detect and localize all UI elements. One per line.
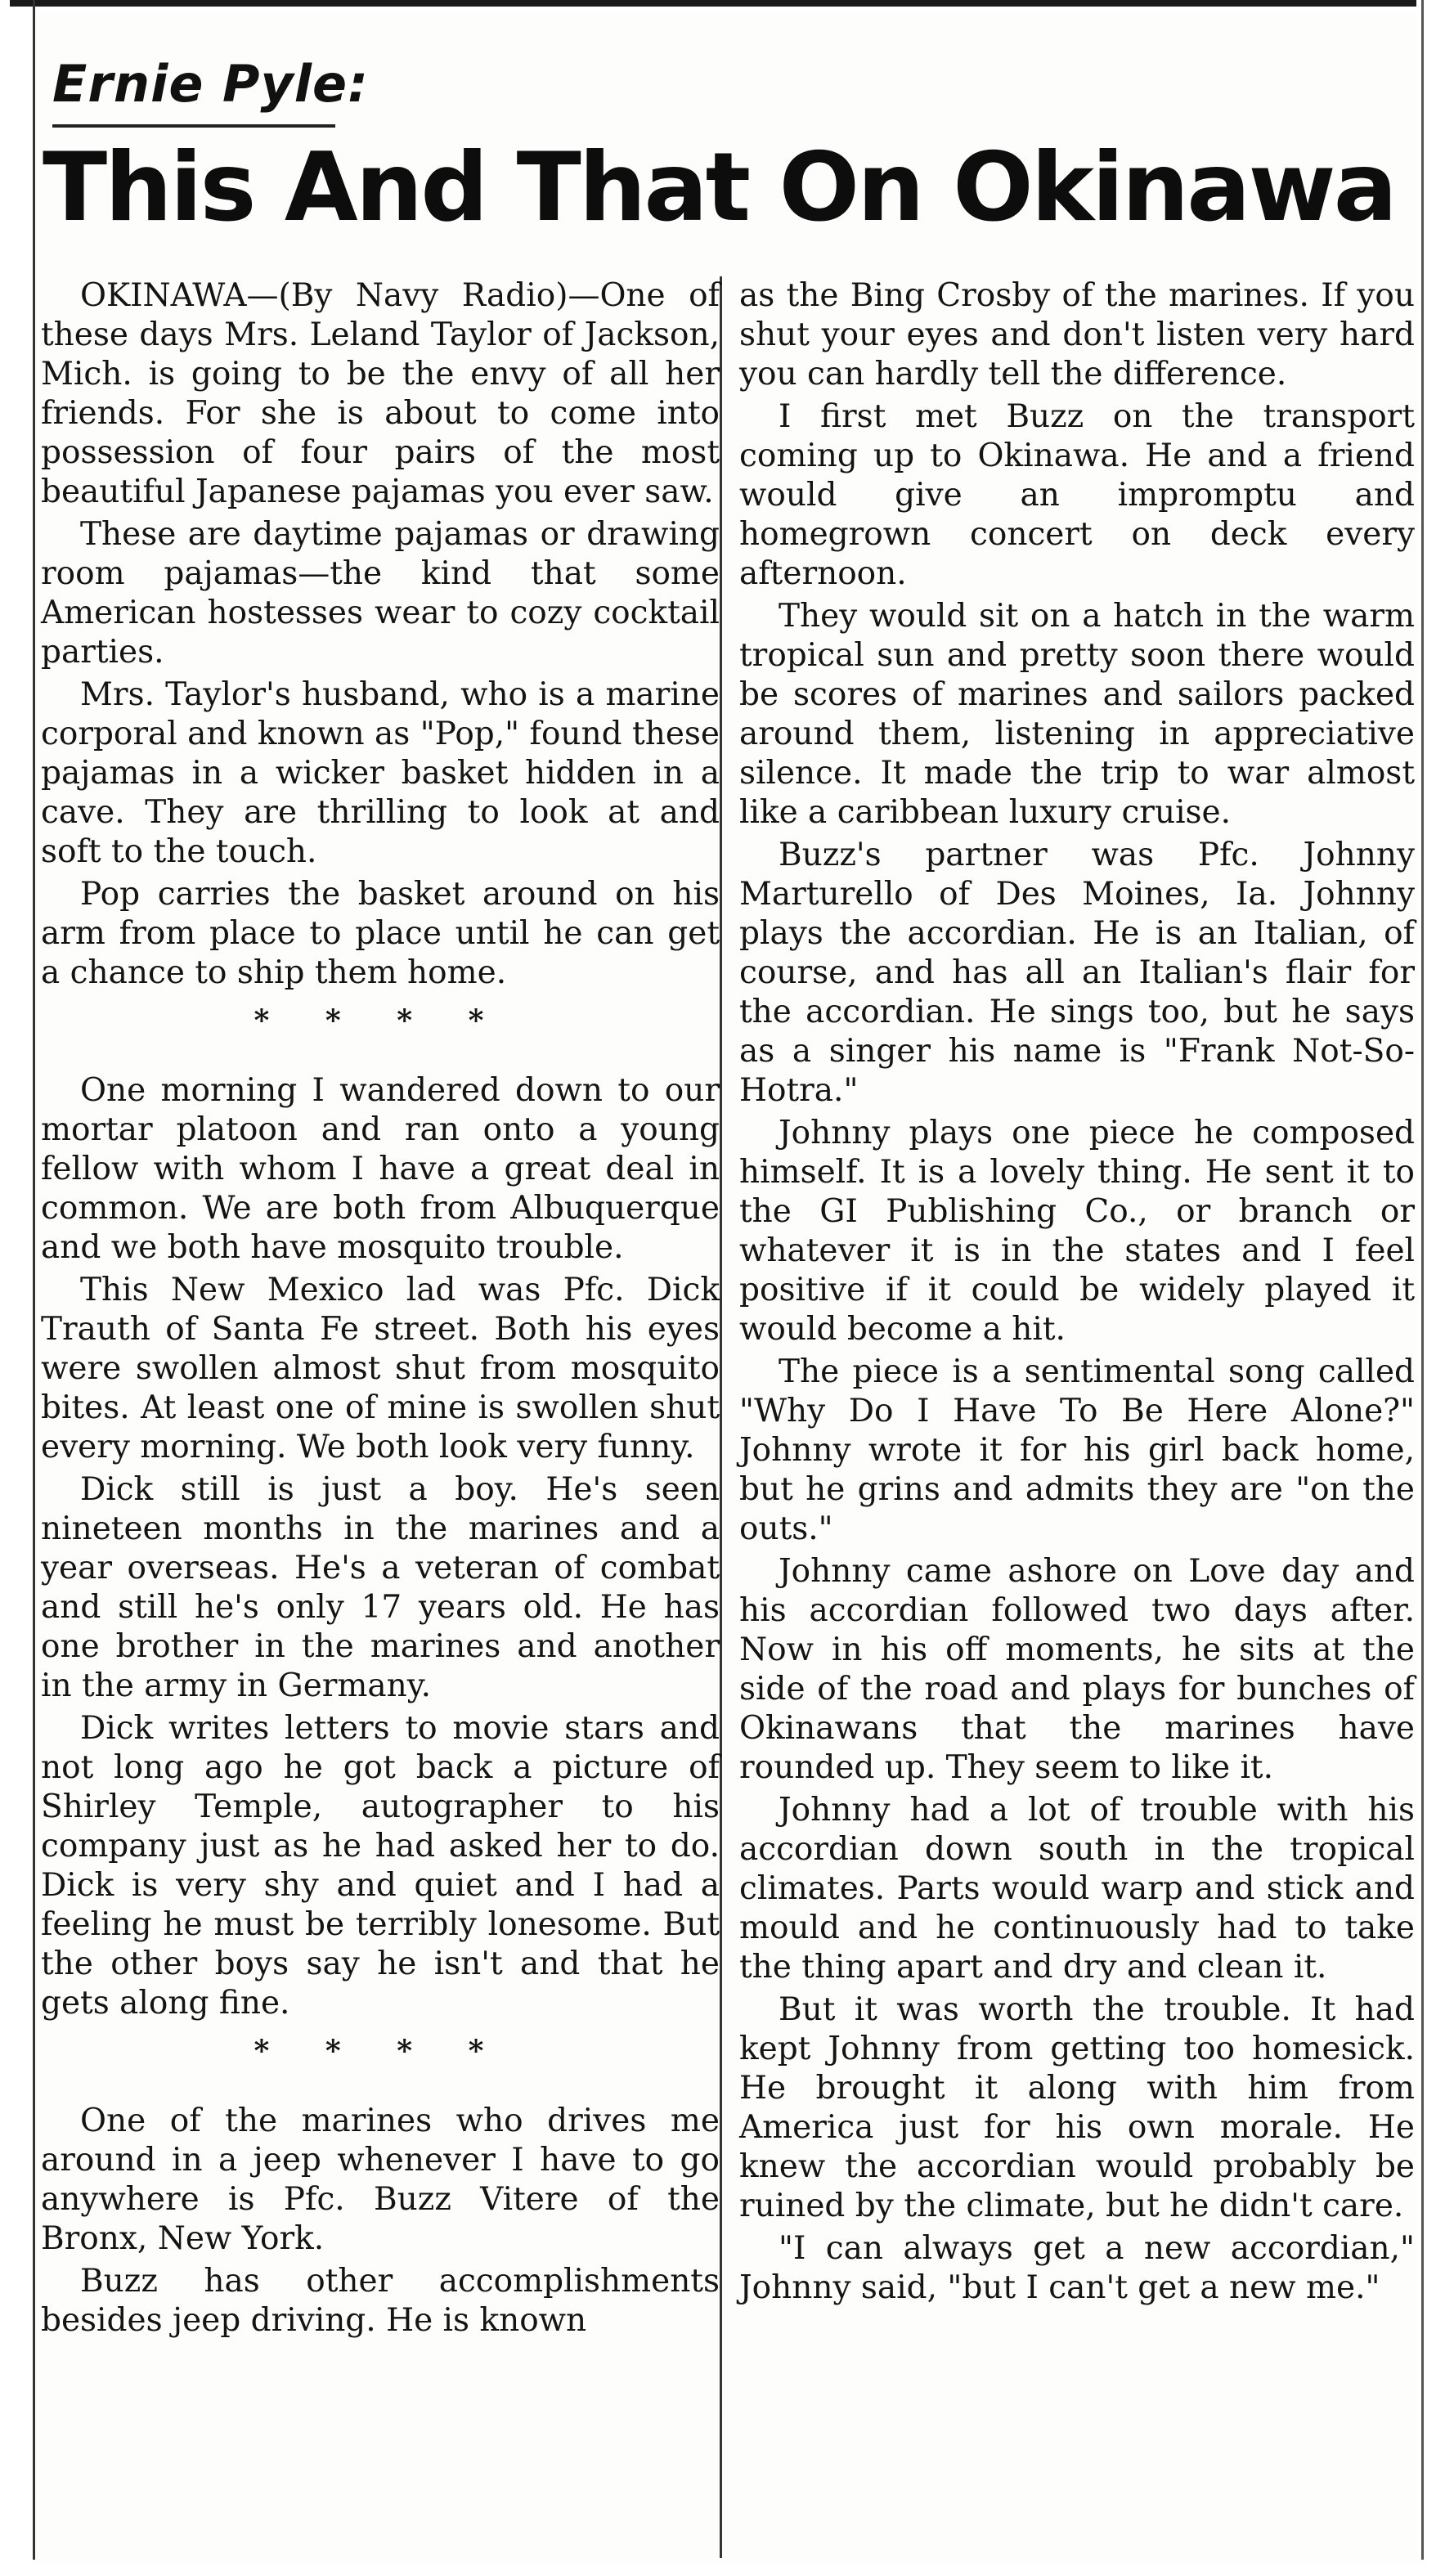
paragraph: One of the marines who drives me around in a jeep whenever I have to go anywhere is Pfc. Buzz Vitere of the Bronx, New York. — [41, 2103, 720, 2257]
paragraph-continued: as the Bing Crosby of the marines. If you shut your eyes and don't listen very hard you can hardly tell the difference. — [739, 277, 1415, 393]
section-break: * * * * — [254, 1003, 507, 1038]
paragraph: They would sit on a hatch in the warm tropical sun and pretty soon there would be scores of marines and sailors packed around them, listening in appreciative silence. It made the trip to war almost like a caribbean luxury cruise. — [739, 598, 1415, 831]
paragraph: I first met Buzz on the transport coming up to Okinawa. He and a friend would give an impromptu and homegrown concert on deck every afternoon. — [739, 398, 1415, 592]
paragraph: Dick still is just a boy. He's seen nineteen months in the marines and a year overseas. He's a veteran of combat and still he's only 17 years old. He has one brother in the marines and another in the army in Germany. — [41, 1471, 720, 1704]
right-column — [739, 276, 1415, 2311]
paragraph: Johnny had a lot of trouble with his accordian down south in the tropical climates. Parts would warp and stick and mould and he continuously had to take the thing apart and dry and clean it. — [739, 1792, 1415, 1986]
paragraph: "I can always get a new accordian," Johnny said, "but I can't get a new me." — [739, 2230, 1415, 2306]
paragraph: Dick writes letters to movie stars and not long ago he got back a picture of Shirley Temple, autographer to his company just as he had asked her to do. Dick is very shy and quiet and I had a feeling he must be terribly lonesome. But the other boys say he isn't and that he gets along fine. — [41, 1710, 720, 2022]
paragraph: Johnny plays one piece he composed himself. It is a lovely thing. He sent it to the GI Publishing Co., or branch or whatever it is in the states and I feel positive if it could be widely played it would become a hit. — [739, 1115, 1415, 1348]
paragraph: These are daytime pajamas or drawing room pajamas—the kind that some American hostesses wear to cozy cocktail parties. — [41, 516, 720, 671]
paragraph: Buzz's partner was Pfc. Johnny Marturello of Des Moines, Ia. Johnny plays the accordian. He is an Italian, of course, and has all an Italian's flair for the accordian. He sings too, but he says as a singer his name is "Frank Not-So-Hotra." — [739, 837, 1415, 1109]
paragraph: Buzz has other accomplishments besides jeep driving. He is known — [41, 2263, 720, 2339]
top-rule — [10, 0, 1416, 7]
paragraph: OKINAWA—(By Navy Radio)—One of these days Mrs. Leland Taylor of Jackson, Mich. is going to be the envy of all her friends. For she is about to come into possession of four pairs of the most beautiful Japanese pajamas you ever saw. — [41, 277, 720, 510]
paragraph: Pop carries the basket around on his arm from place to place until he can get a chance to ship them home. — [41, 876, 720, 991]
paragraph: Mrs. Taylor's husband, who is a marine corporal and known as "Pop," found these pajamas in a wicker basket hidden in a cave. They are thrilling to look at and soft to the touch. — [41, 676, 720, 870]
section-break: * * * * — [254, 2034, 507, 2068]
paragraph: But it was worth the trouble. It had kept Johnny from getting too homesick. He brought it along with him from America just for his own morale. He knew the accordian would probably be ruined by the climate, but he didn't care. — [739, 1991, 1415, 2224]
left-border — [33, 0, 35, 2560]
right-border — [1421, 0, 1424, 2560]
kicker-underline — [52, 124, 335, 128]
headline: This And That On Okinawa — [43, 132, 1395, 243]
byline-kicker: Ernie Pyle: — [52, 54, 369, 114]
column-divider — [720, 276, 722, 2558]
paragraph: Johnny came ashore on Love day and his accordian followed two days after. Now in his off moments, he sits at the side of the road and plays for bunches of Okinawans that the marines have rounded up. They seem to like it. — [739, 1553, 1415, 1786]
paragraph: One morning I wandered down to our mortar platoon and ran onto a young fellow with whom I have a great deal in common. We are both from Albuquerque and we both have mosquito trouble. — [41, 1072, 720, 1266]
paragraph: The piece is a sentimental song called "Why Do I Have To Be Here Alone?" Johnny wrote it for his girl back home, but he grins and admits they are "on the outs." — [739, 1353, 1415, 1547]
paragraph: This New Mexico lad was Pfc. Dick Trauth of Santa Fe street. Both his eyes were swollen almost shut from mosquito bites. At least one of mine is swollen shut every morning. We both look very funny. — [41, 1272, 720, 1465]
left-column — [41, 276, 720, 2344]
